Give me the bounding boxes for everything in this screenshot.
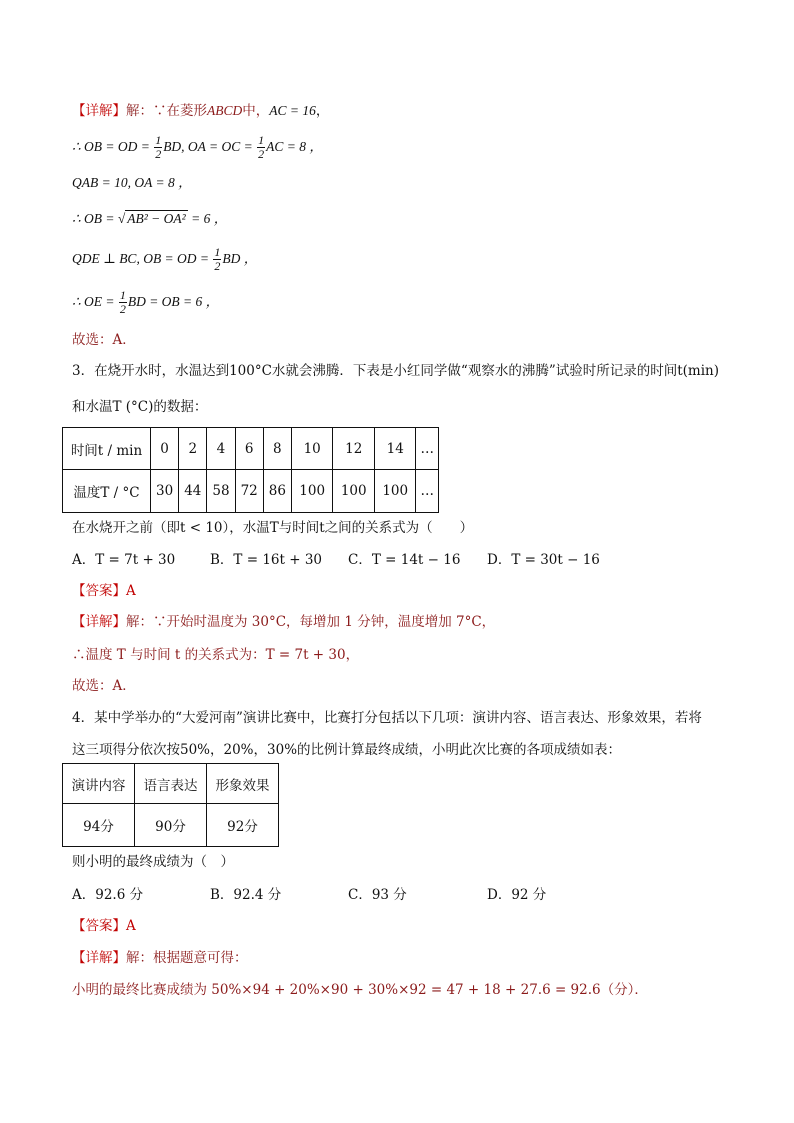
q4-detail-line-1 (72, 948, 248, 968)
q2-detail-line-5: QDE ⊥ BC, OB = OD = $\frac{1}{2}$ BD ， (72, 245, 258, 273)
table-cell: 4 (207, 428, 235, 470)
table-cell: 58 (207, 470, 235, 513)
table-cell: 10 (291, 428, 333, 470)
q3-detail-line-1 (72, 612, 495, 632)
table-cell: 72 (235, 470, 263, 513)
table-header-cell: 演讲内容 (63, 764, 135, 804)
q4-score-table (62, 763, 279, 847)
q3-final-answer: 故选：A． (72, 678, 136, 694)
q3-question: 在水烧开之前（即t < 10），水温T与时间t之间的关系式为（ ） (72, 520, 474, 536)
table-row (63, 804, 279, 847)
table-cell: 100 (291, 470, 333, 513)
table-cell: 86 (263, 470, 291, 513)
q2-detail-text: 解：∵在菱形 (126, 103, 207, 119)
table-cell: 0 (151, 428, 179, 470)
q4-answer-tag: 【答案】A (72, 918, 136, 934)
q3-option-c: C．T = 14t − 16 (348, 552, 461, 568)
q2-detail-line-2 (72, 134, 323, 161)
table-row (63, 428, 439, 470)
q2-detail-line-4: ∴ OB = √ AB² − OA² = 6 ， (72, 211, 228, 226)
table-cell: 90分 (135, 804, 207, 847)
q2-ac-equation: AC = 16 (269, 103, 316, 118)
table-cell: 14 (374, 428, 416, 470)
table-header-cell: 形象效果 (207, 764, 279, 804)
q4-option-c: C．93 分 (348, 887, 407, 903)
q4-detail-line-2: 小明的最终比赛成绩为 50%×94 + 20%×90 + 30%×92 = 47 + 18 + 27.6 = 92.6（分）． (72, 982, 648, 998)
q4-option-b: B．92.4 分 (210, 887, 282, 903)
q4-option-a: A．92.6 分 (72, 887, 144, 903)
q3-detail-tag: 【详解】 (72, 614, 126, 630)
q4-stem-line-2: 这三项得分依次按50%，20%，30%的比例计算最终成绩，小明此次比赛的各项成绩如表： (72, 742, 622, 758)
q2-l2-fraction-2: $\frac{1}{2}$ (258, 133, 265, 161)
table-cell: 8 (263, 428, 291, 470)
q3-temp-header: 温度T / °C (63, 470, 151, 513)
q3-detail-text-1: 解：∵开始时温度为 30°C，每增加 1 分钟，温度增加 7°C， (126, 614, 496, 630)
q2-l2-mid: BD, OA = OC = (163, 139, 257, 154)
q2-l2-post: AC = 8 ， (266, 139, 323, 154)
q3-data-table (62, 427, 439, 513)
table-cell: 2 (179, 428, 207, 470)
q3-option-d: D．T = 30t − 16 (487, 552, 600, 568)
q2-detail-line-6: ∴ OE = $\frac{1}{2}$ BD = OB = 6 ， (72, 288, 220, 316)
q2-rhombus-name: ABCD (207, 103, 243, 118)
table-row (63, 764, 279, 804)
q2-detail-line-1 (72, 101, 329, 121)
q2-l6-fraction: $\frac{1}{2}$ (119, 288, 126, 316)
table-cell: 6 (235, 428, 263, 470)
q3-stem-line-1: 3．在烧开水时，水温达到100°C水就会沸腾．下表是小红同学做“观察水的沸腾”试验时所记录的时间t(min) (72, 363, 720, 379)
q2-l2-pre: ∴ OB = OD = (72, 139, 154, 154)
q2-detail-mid: 中， (242, 103, 270, 119)
q2-l5-fraction: $\frac{1}{2}$ (214, 245, 221, 273)
table-cell: 100 (333, 470, 375, 513)
q3-answer-tag: 【答案】A (72, 583, 136, 599)
q4-detail-tag: 【详解】 (72, 950, 126, 966)
q2-sqrt-expression: AB² − OA² (127, 211, 186, 226)
table-cell: 30 (151, 470, 179, 513)
q3-detail-line-2: ∴温度 T 与时间 t 的关系式为：T = 7t + 30， (72, 647, 360, 663)
q3-option-a: A．T = 7t + 30 (72, 552, 176, 568)
table-cell: 44 (179, 470, 207, 513)
table-cell: 92分 (207, 804, 279, 847)
table-header-cell: 语言表达 (135, 764, 207, 804)
table-cell: 12 (333, 428, 375, 470)
q2-detail-tail: ， (315, 103, 330, 119)
q4-option-d: D．92 分 (487, 887, 547, 903)
q2-answer: 故选：A． (72, 332, 136, 348)
q2-l2-fraction: $\frac{1}{2}$ (155, 133, 162, 161)
q3-stem-line-2: 和水温T (°C)的数据： (72, 399, 208, 415)
q2-detail-line-3: QAB = 10, OA = 8 ， (72, 175, 192, 190)
q2-detail-tag: 【详解】 (72, 103, 126, 119)
q4-stem-line-1: 4．某中学举办的“大爱河南”演讲比赛中，比赛打分包括以下几项：演讲内容、语言表达、形象效果，若将 (72, 710, 702, 726)
table-row (63, 470, 439, 513)
q4-detail-text-1: 解：根据题意可得： (126, 950, 248, 966)
table-cell: … (416, 470, 439, 513)
table-cell: 94分 (63, 804, 135, 847)
q3-time-header: 时间t / min (63, 428, 151, 470)
q3-option-b: B．T = 16t + 30 (210, 552, 322, 568)
q4-question: 则小明的最终成绩为（ ） (72, 854, 234, 870)
table-cell: 100 (374, 470, 416, 513)
table-cell: … (416, 428, 439, 470)
